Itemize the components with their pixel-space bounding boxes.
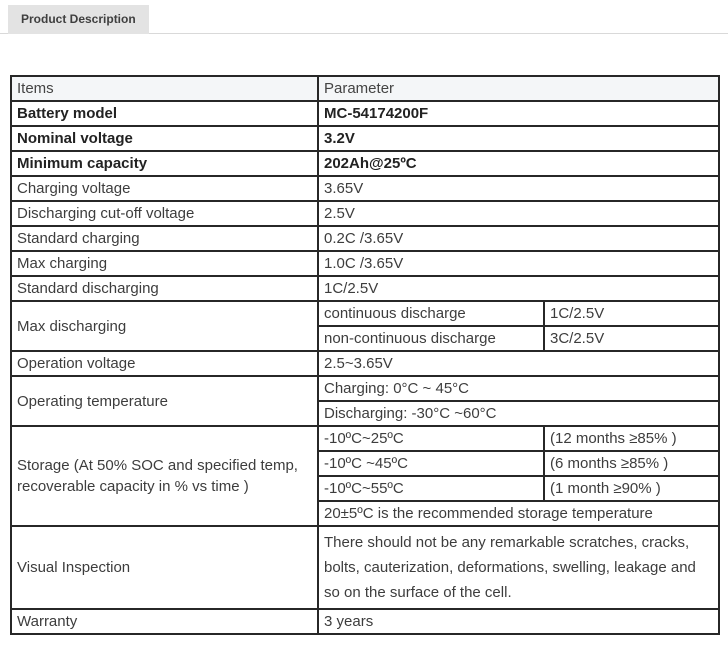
row-visual-inspection	[11, 526, 719, 609]
storage-retention-3: (1 month ≥90% )	[544, 476, 719, 501]
operation-voltage-label: Operation voltage	[11, 351, 318, 376]
row-max-charging	[11, 251, 719, 276]
continuous-discharge-label: continuous discharge	[318, 301, 544, 326]
warranty-value: 3 years	[318, 609, 719, 634]
charging-voltage-value: 3.65V	[318, 176, 719, 201]
operating-temperature-discharging: Discharging: -30°C ~60°C	[318, 401, 719, 426]
row-storage-condition-1	[11, 426, 719, 451]
minimum-capacity-value: 202Ah@25ºC	[318, 151, 719, 176]
operating-temperature-label: Operating temperature	[11, 376, 318, 426]
standard-charging-label: Standard charging	[11, 226, 318, 251]
row-nominal-voltage	[11, 126, 719, 151]
row-max-discharging-continuous	[11, 301, 719, 326]
standard-discharging-value: 1C/2.5V	[318, 276, 719, 301]
tab-bar	[0, 0, 728, 34]
battery-model-value: MC-54174200F	[318, 101, 719, 126]
storage-note: 20±5ºC is the recommended storage temperature	[318, 501, 719, 526]
standard-discharging-label: Standard discharging	[11, 276, 318, 301]
minimum-capacity-label: Minimum capacity	[11, 151, 318, 176]
warranty-label: Warranty	[11, 609, 318, 634]
max-charging-label: Max charging	[11, 251, 318, 276]
row-discharging-cutoff-voltage	[11, 201, 719, 226]
visual-inspection-value: There should not be any remarkable scratches, cracks, bolts, cauterization, deformations, swelling, leakage and so on the surface of the cell.	[318, 526, 719, 609]
header-parameter: Parameter	[318, 76, 719, 101]
product-spec-table	[10, 75, 720, 635]
battery-model-label: Battery model	[11, 101, 318, 126]
row-operation-voltage	[11, 351, 719, 376]
row-charging-voltage	[11, 176, 719, 201]
row-warranty	[11, 609, 719, 634]
storage-range-1: -10ºC~25ºC	[318, 426, 544, 451]
storage-range-3: -10ºC~55ºC	[318, 476, 544, 501]
tab-product-description[interactable]: Product Description	[8, 5, 149, 34]
table-header-row	[11, 76, 719, 101]
operation-voltage-value: 2.5~3.65V	[318, 351, 719, 376]
nominal-voltage-label: Nominal voltage	[11, 126, 318, 151]
row-standard-discharging	[11, 276, 719, 301]
row-standard-charging	[11, 226, 719, 251]
visual-inspection-label: Visual Inspection	[11, 526, 318, 609]
row-minimum-capacity	[11, 151, 719, 176]
storage-range-2: -10ºC ~45ºC	[318, 451, 544, 476]
discharging-cutoff-value: 2.5V	[318, 201, 719, 226]
continuous-discharge-value: 1C/2.5V	[544, 301, 719, 326]
non-continuous-discharge-label: non-continuous discharge	[318, 326, 544, 351]
storage-retention-1: (12 months ≥85% )	[544, 426, 719, 451]
standard-charging-value: 0.2C /3.65V	[318, 226, 719, 251]
row-battery-model	[11, 101, 719, 126]
max-charging-value: 1.0C /3.65V	[318, 251, 719, 276]
row-operating-temperature-charging	[11, 376, 719, 401]
header-items: Items	[11, 76, 318, 101]
operating-temperature-charging: Charging: 0°C ~ 45°C	[318, 376, 719, 401]
storage-retention-2: (6 months ≥85% )	[544, 451, 719, 476]
nominal-voltage-value: 3.2V	[318, 126, 719, 151]
max-discharging-label: Max discharging	[11, 301, 318, 351]
discharging-cutoff-label: Discharging cut-off voltage	[11, 201, 318, 226]
storage-label: Storage (At 50% SOC and specified temp, recoverable capacity in % vs time )	[11, 426, 318, 526]
non-continuous-discharge-value: 3C/2.5V	[544, 326, 719, 351]
charging-voltage-label: Charging voltage	[11, 176, 318, 201]
